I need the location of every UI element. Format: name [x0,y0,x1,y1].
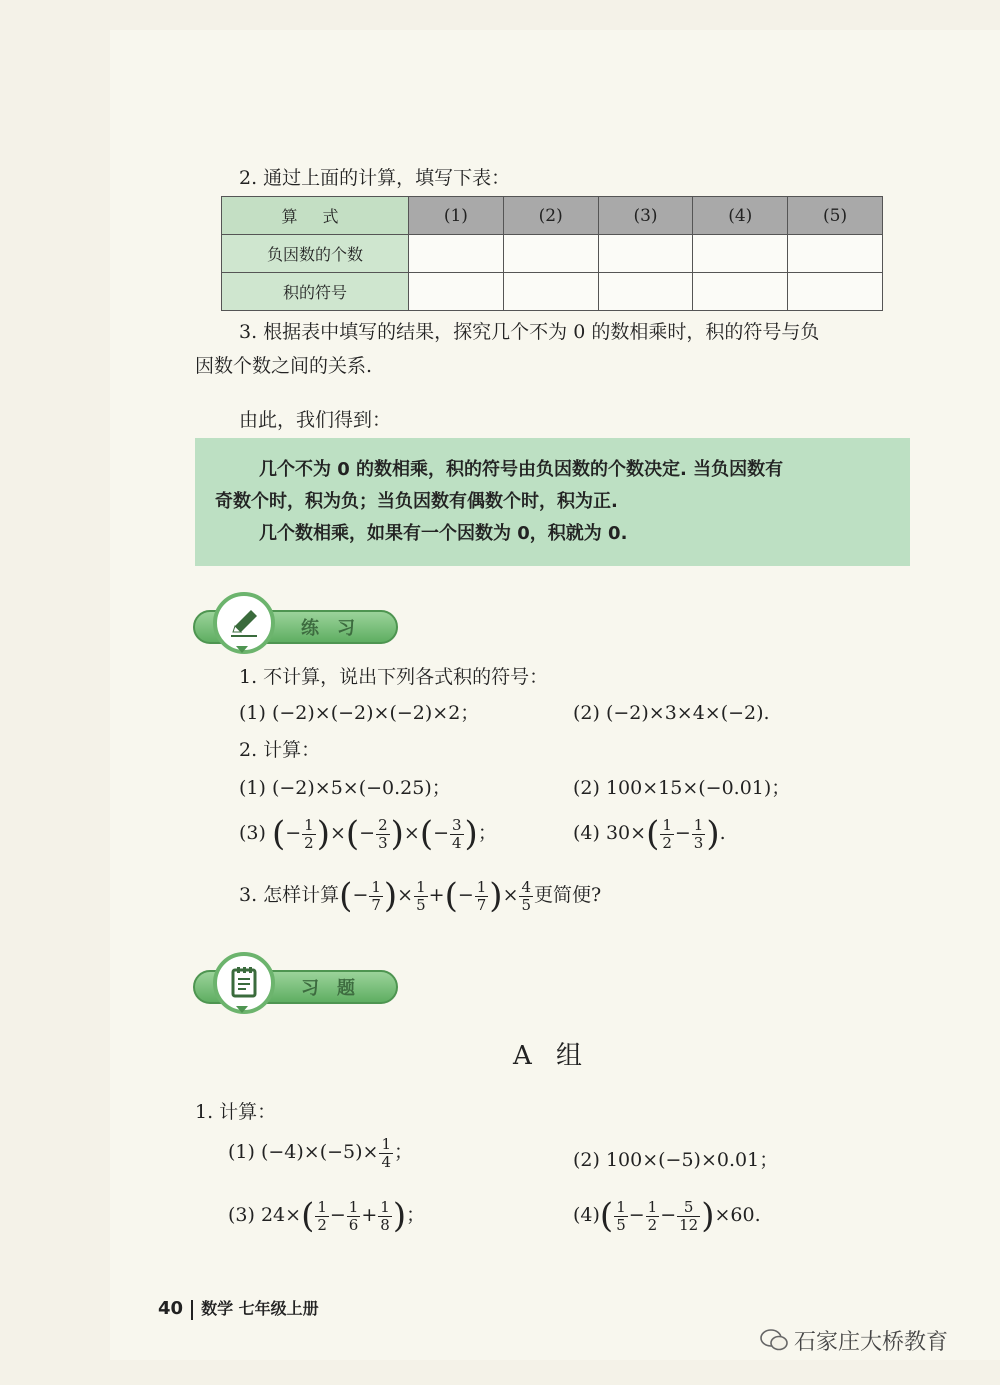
practice-1: 1. 不计算，说出下列各式积的符号： [239,666,549,688]
table-row-label: 积的符号 [222,273,409,311]
table-header-cell: (2) [503,197,598,235]
table-cell[interactable] [788,273,883,311]
item-label: (4) 30× [573,822,647,845]
watermark [760,1325,948,1358]
table-header-cell: 算 式 [222,197,409,235]
practice-3: 3. 怎样计算(− $\frac{1}{7}$ )× $\frac{1}{5}$ +(− $\frac{1}{7}$ )× $\frac{4}{5}$ 更简便? [239,876,602,916]
item-label: (3) [239,822,266,845]
item-label: (1) (−4)×(−5)× [228,1141,379,1163]
practice-title: 练习 [301,618,373,639]
banner-arrow [236,1006,248,1013]
practice-2: 2. 计算： [239,739,321,761]
notepad-icon [213,952,275,1014]
table-row [222,235,883,273]
table-cell[interactable] [693,273,788,311]
table-row [222,273,883,311]
rule-line: 几个数相乘，如果有一个因数为 0，积就为 0. [259,523,628,544]
table-header-cell: (1) [409,197,504,235]
question-2-intro: 2. 通过上面的计算，填写下表： [239,167,511,189]
rule-box [195,438,910,566]
item-label: (3) 24× [228,1204,302,1227]
table-row-label: 负因数的个数 [222,235,409,273]
table-header-row [222,197,883,235]
exercise-1a: (1) (−4)×(−5)× $\frac{1}{4}$ ； [228,1135,414,1171]
exercise-title: 习题 [301,978,373,999]
pencil-icon [213,592,275,654]
table-header-cell: (4) [693,197,788,235]
exercise-banner [193,962,403,1022]
table-header-cell: (3) [598,197,693,235]
practice-2c: (3) (− $\frac{1}{2}$ )×(− $\frac{2}{3}$ )×(− $\frac{3}{4}$ )； [239,814,497,854]
table-header-cell: (5) [788,197,883,235]
rule-line: 奇数个时，积为负；当负因数有偶数个时，积为正. [215,491,618,512]
item-label: (4) [573,1204,600,1227]
rule-line: 几个不为 0 的数相乘，积的符号由负因数的个数决定. 当负因数有 [259,459,784,480]
page-footer [158,1296,319,1320]
practice-2b: (2) 100×15×(−0.01)； [573,777,791,799]
table-cell[interactable] [503,235,598,273]
practice-2a: (1) (−2)×5×(−0.25)； [239,777,451,799]
table-cell[interactable] [788,235,883,273]
book-title: 数学 七年级上册 [201,1299,319,1318]
practice-1a: (1) (−2)×(−2)×(−2)×2； [239,702,480,724]
page-number: 40 [158,1298,184,1319]
exercise-1c: (3) 24×( $\frac{1}{2}$ − $\frac{1}{6}$ + $\frac{1}{8}$ )； [228,1196,426,1236]
table-cell[interactable] [409,235,504,273]
table-cell[interactable] [503,273,598,311]
exercise-1b: (2) 100×(−5)×0.01； [573,1149,779,1171]
question-3-line2: 因数个数之间的关系. [195,355,373,377]
item-label: 3. 怎样计算 [239,884,340,907]
practice-banner [193,602,403,662]
watermark-text: 石家庄大桥教育 [794,1330,949,1355]
sign-table [221,196,883,311]
item-tail: 更简便? [534,884,602,907]
table-cell[interactable] [409,273,504,311]
practice-2d: (4) 30×( $\frac{1}{2}$ − $\frac{1}{3}$ ). [573,814,726,854]
practice-1b: (2) (−2)×3×4×(−2). [573,702,770,724]
exercise-1: 1. 计算： [195,1101,277,1123]
table-cell[interactable] [693,235,788,273]
table-cell[interactable] [598,273,693,311]
exercise-1d: (4)( $\frac{1}{5}$ − $\frac{1}{2}$ − $\frac{5}{12}$ )×60. [573,1196,761,1236]
group-a-heading: A 组 [513,1041,591,1071]
question-3-line1: 3. 根据表中填写的结果，探究几个不为 0 的数相乘时，积的符号与负 [239,321,820,343]
conclusion-intro: 由此，我们得到： [239,409,392,431]
table-cell[interactable] [598,235,693,273]
banner-arrow [236,646,248,653]
wechat-icon [760,1328,788,1358]
